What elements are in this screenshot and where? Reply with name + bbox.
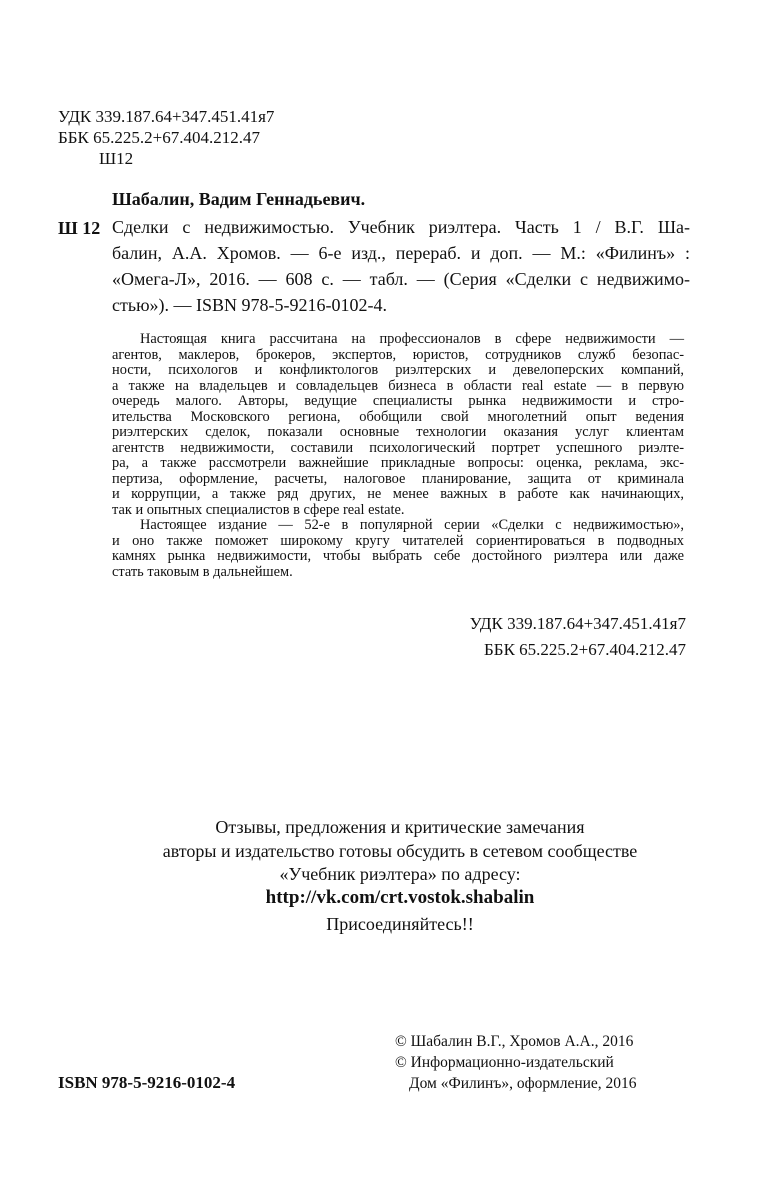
bbk-code-bottom: ББК 65.225.2+67.404.212.47 [484,640,686,659]
annotation-line: ительства Московского региона, обобщили свой многолетний опыт ведения [112,408,684,425]
feedback-line: авторы и издательство готовы обсудить в сетевом сообществе [162,841,638,861]
copyright-publisher: © Информационно-издательский [395,1054,614,1071]
annotation-line: риэлтерских сделок, показали основные технологии оказания услуг клиентам [112,424,684,440]
annotation-line: Настоящая книга рассчитана на профессионалов в сфере недвижимости — [140,331,684,347]
annotation-line: стать таковым в дальнейшем. [112,563,293,580]
bibliographic-line: «Омега-Л», 2016. — 608 с. — табл. — (Серия «Сделки с недвижимо- [112,269,690,289]
author-sign-top: Ш12 [99,149,134,168]
annotation-line: очередь малого. Авторы, ведущие специалисты рынка недвижимости и стро- [112,393,684,409]
feedback-line: «Учебник риэлтера» по адресу: [279,864,521,884]
copyright-authors: © Шабалин В.Г., Хромов А.А., 2016 [395,1033,634,1050]
author-sign-code: Ш 12 [58,218,101,238]
annotation-line: и оно также поможет широкому кругу читателей сориентироваться в подводных [112,532,684,549]
annotation-line: ности, психологов и конфликтологов риэлтерских и девелоперских компаний, [112,362,684,378]
annotation-line: камнях рынка недвижимости, чтобы выбрать себе достойного риэлтера или даже [112,548,684,564]
annotation-line: ра, а также рассмотрели важнейшие прикладные вопросы: оценка, реклама, экс- [112,455,684,471]
community-link[interactable]: http://vk.com/crt.vostok.shabalin [265,887,535,908]
bibliographic-line: балин, А.А. Хромов. — 6-е изд., перераб. и доп. — М.: «Филинъ» : [112,243,690,263]
annotation-line: Настоящее издание — 52-е в популярной серии «Сделки с недвижимостью», [140,517,684,533]
bibliographic-description [112,214,690,318]
annotation-line: а также на владельцев и совладельцев бизнеса в области real estate — в первую [112,377,684,394]
author-heading: Шабалин, Вадим Геннадьевич. [112,189,366,209]
annotation-line: агентов, маклеров, брокеров, экспертов, юристов, сотрудников служб безопас- [112,346,684,363]
copyright-publisher-cont: Дом «Филинъ», оформление, 2016 [409,1075,637,1092]
feedback-line: Отзывы, предложения и критические замечания [215,817,585,837]
udk-code-bottom: УДК 339.187.64+347.451.41я7 [469,614,686,633]
isbn: ISBN 978-5-9216-0102-4 [58,1073,236,1092]
bbk-code-top: ББК 65.225.2+67.404.212.47 [58,128,260,147]
udk-code-top: УДК 339.187.64+347.451.41я7 [58,107,275,126]
annotation-line: так и опытных специалистов в сфере real estate. [112,501,405,518]
annotation [112,332,684,580]
annotation-line: агентств недвижимости, составили психологический портрет успешного риэлте- [112,439,684,456]
join-call: Присоединяйтесь!! [326,914,474,934]
annotation-line: пертиза, оформление, расчеты, налоговое планирование, защита от криминала [112,470,684,487]
bibliographic-line: стью»). — ISBN 978-5-9216-0102-4. [112,295,387,315]
bibliographic-line: Сделки с недвижимостью. Учебник риэлтера. Часть 1 / В.Г. Ша- [112,217,690,237]
annotation-line: и коррупции, а также ряд других, не менее важных в работе как начинающих, [112,486,684,502]
